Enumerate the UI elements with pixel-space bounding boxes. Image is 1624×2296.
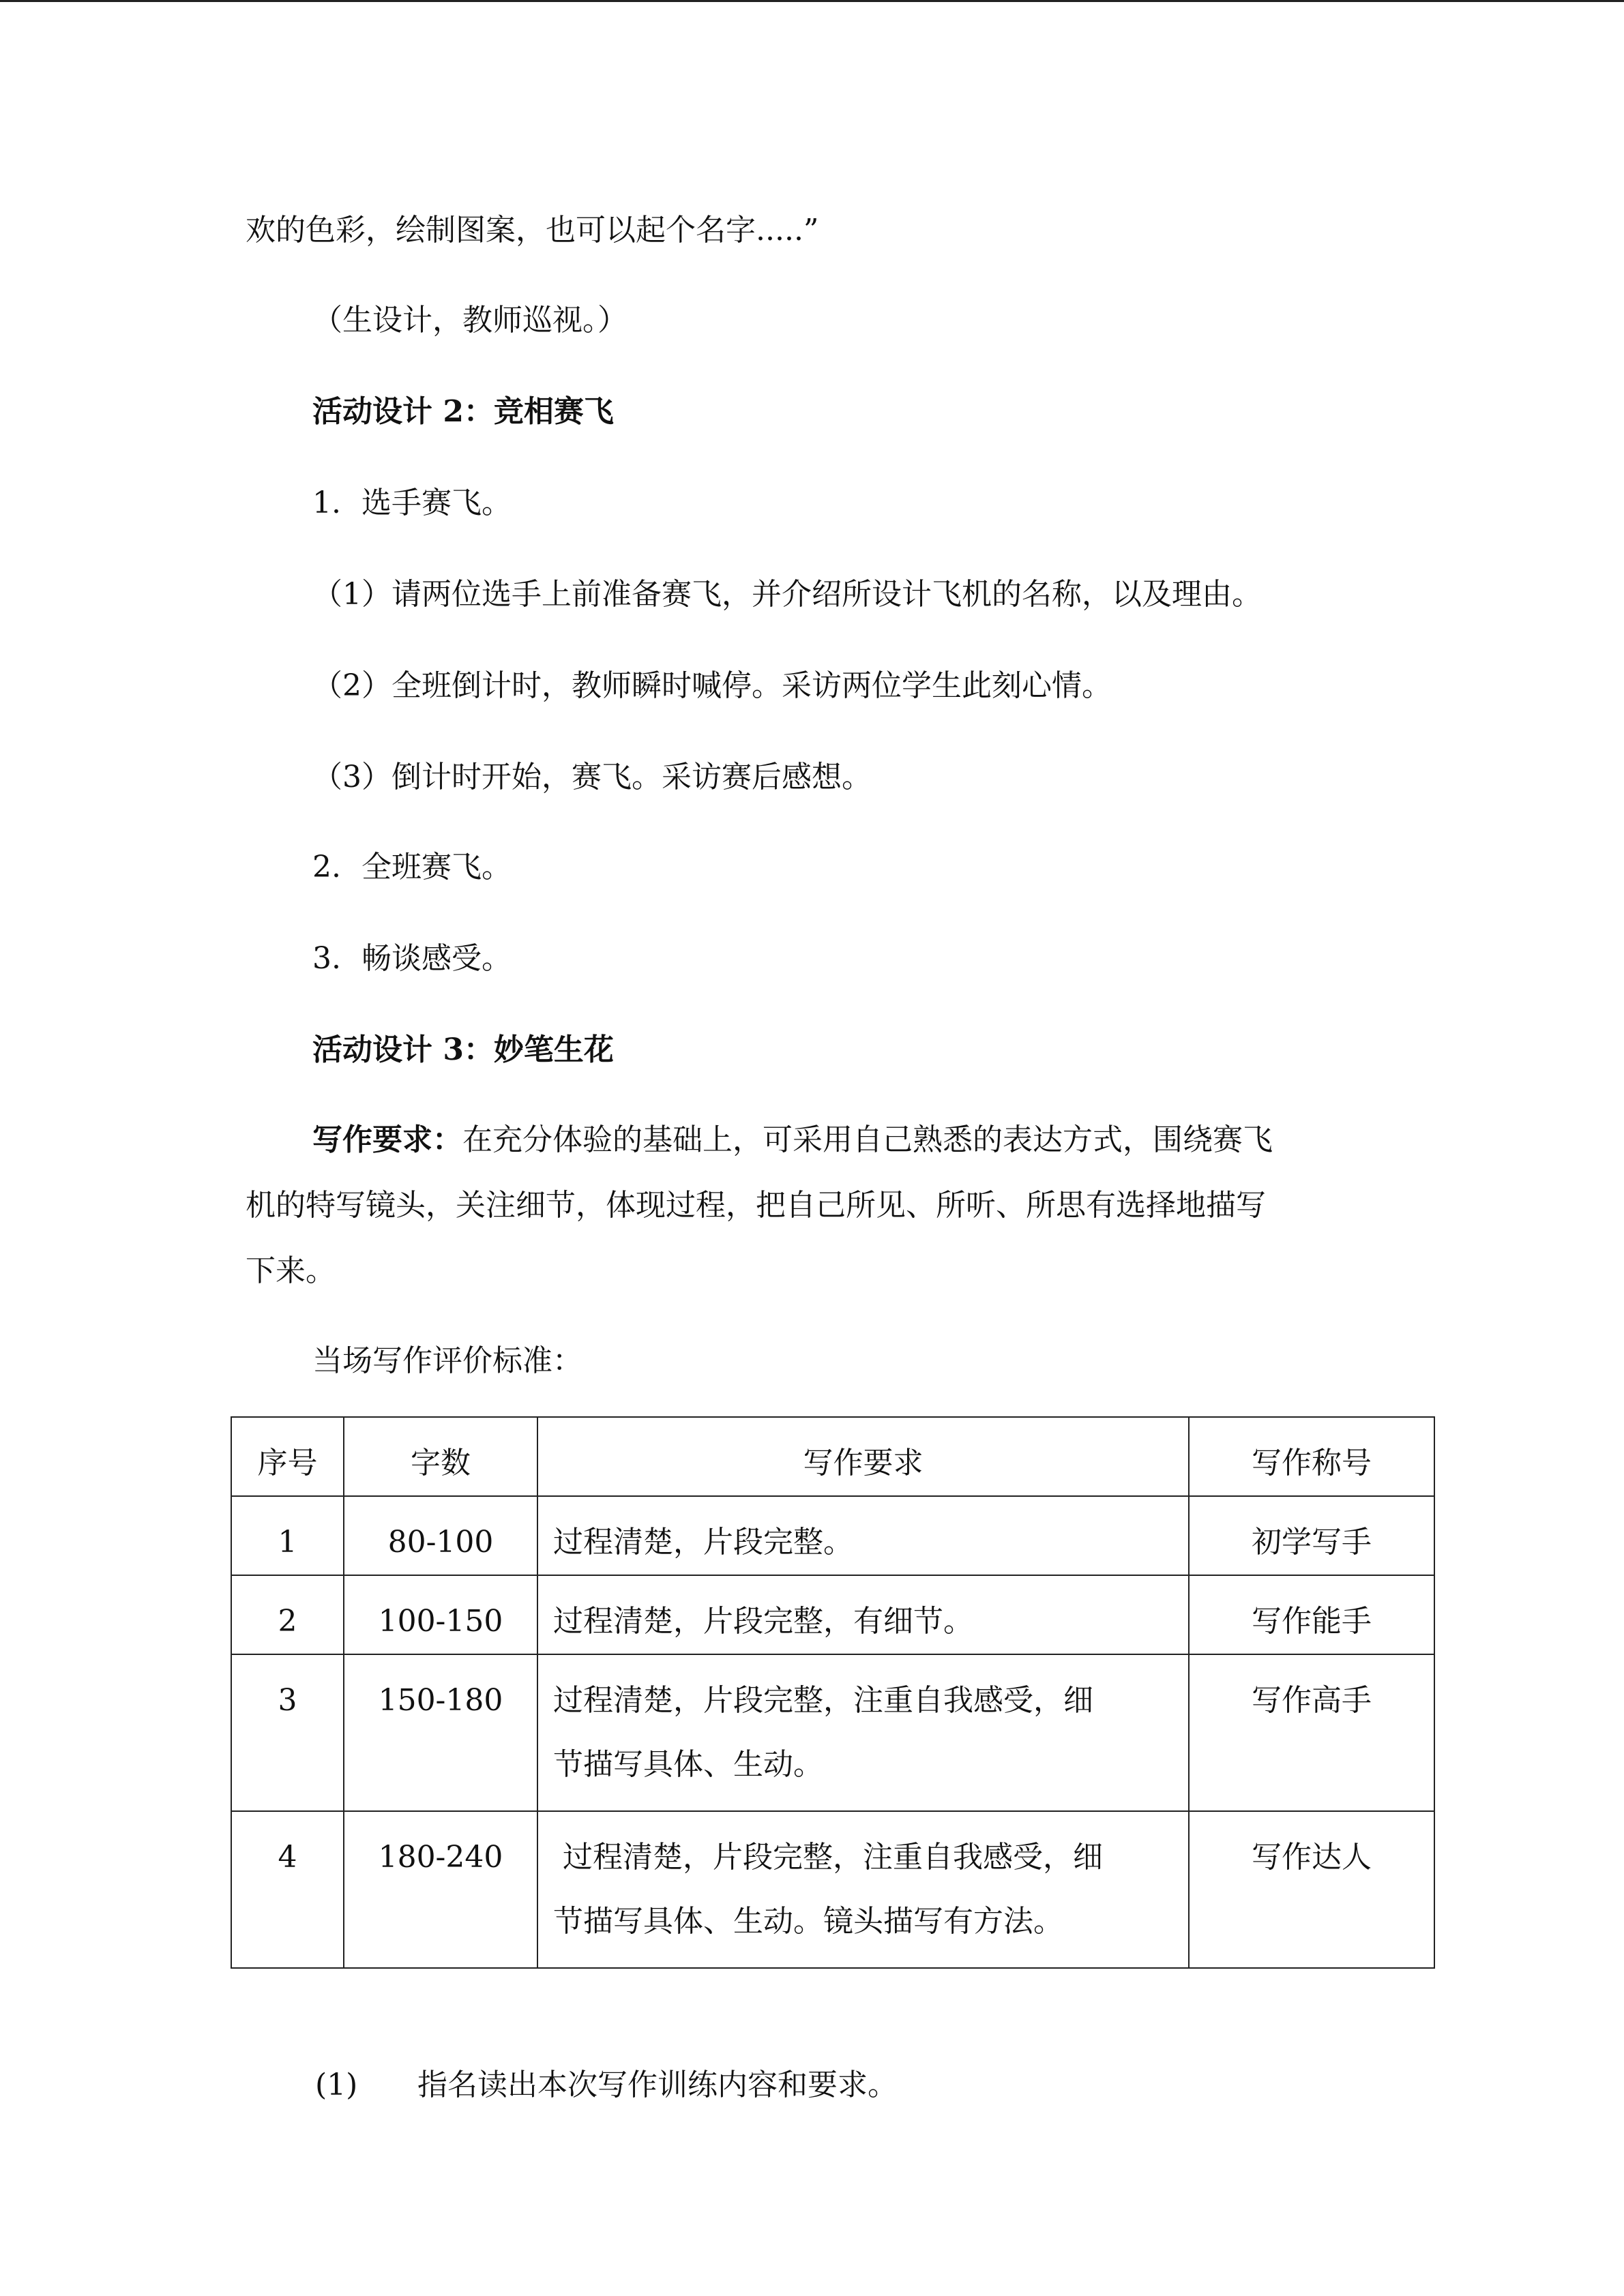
- list-item-text: 畅谈感受。: [361, 941, 512, 976]
- table-row: [231, 1575, 1434, 1654]
- cell-word-count: 180-240: [344, 1811, 537, 1968]
- cell-title: 写作高手: [1189, 1654, 1434, 1811]
- sub-item-3: （3）倒计时开始，赛飞。采访赛后感想。: [312, 760, 872, 794]
- table-row: [231, 1811, 1434, 1968]
- header-cell: 写作要求: [537, 1417, 1189, 1496]
- list-item-number: 2.: [312, 850, 341, 884]
- requirement-text-line-1: 过程清楚，片段完整，注重自我感受，细: [553, 1683, 1093, 1718]
- requirement-text-line-2: 节描写具体、生动。: [553, 1747, 823, 1782]
- list-item-number: 3.: [312, 941, 341, 976]
- heading-activity-2: 活动设计 2：竞相赛飞: [312, 394, 614, 429]
- writing-requirement-label: 写作要求：: [312, 1122, 462, 1157]
- requirement-text: 过程清楚，片段完整。: [553, 1525, 853, 1560]
- header-cell: 写作称号: [1189, 1417, 1434, 1496]
- list-item-1: [312, 483, 512, 524]
- evaluation-table: [231, 1416, 1435, 1969]
- cell-requirement: [537, 1654, 1189, 1811]
- footer-step-text: 指名读出本次写作训练内容和要求。: [417, 2068, 898, 2102]
- cell-title: 写作达人: [1189, 1811, 1434, 1968]
- cell-requirement: [537, 1575, 1189, 1654]
- cell-word-count: 150-180: [344, 1654, 537, 1811]
- footer-step: [315, 2065, 898, 2106]
- list-item-3: [312, 938, 512, 979]
- writing-requirement-text: 在充分体验的基础上，可采用自己熟悉的表达方式，围绕赛飞: [462, 1122, 1273, 1157]
- requirement-text-line-2: 节描写具体、生动。镜头描写有方法。: [553, 1904, 1063, 1939]
- list-item-2: [312, 847, 512, 888]
- requirement-text: 过程清楚，片段完整，有细节。: [553, 1604, 973, 1639]
- cell-word-count: 80-100: [344, 1496, 537, 1575]
- cell-number: 2: [231, 1575, 344, 1654]
- cell-word-count: 100-150: [344, 1575, 537, 1654]
- cell-number: 1: [231, 1496, 344, 1575]
- list-item-text: 选手赛飞。: [361, 486, 512, 520]
- requirement-text-line-1: 过程清楚，片段完整，注重自我感受，细: [553, 1840, 1103, 1875]
- list-item-text: 全班赛飞。: [361, 850, 512, 884]
- header-cell: 序号: [231, 1417, 344, 1496]
- criteria-title: 当场写作评价标准：: [312, 1343, 582, 1378]
- footer-step-index: (1): [315, 2068, 358, 2102]
- cell-requirement: [537, 1496, 1189, 1575]
- table-row: [231, 1654, 1434, 1811]
- table-row: [231, 1496, 1434, 1575]
- header-cell: 字数: [344, 1417, 537, 1496]
- writing-requirement-line-2: 机的特写镜头，关注细节，体现过程，把自己所见、所听、所思有选择地描写: [246, 1188, 1266, 1223]
- cell-number: 3: [231, 1654, 344, 1811]
- paragraph-note: （生设计，教师巡视。）: [312, 303, 628, 338]
- list-item-number: 1.: [312, 486, 341, 520]
- top-border: [0, 0, 1624, 2]
- cell-title: 初学写手: [1189, 1496, 1434, 1575]
- cell-title: 写作能手: [1189, 1575, 1434, 1654]
- heading-activity-3: 活动设计 3：妙笔生花: [312, 1032, 614, 1067]
- sub-item-2: （2）全班倒计时，教师瞬时喊停。采访两位学生此刻心情。: [312, 668, 1112, 703]
- writing-requirement-line-3: 下来。: [246, 1253, 336, 1288]
- writing-requirement-line-1: [312, 1120, 1273, 1161]
- cell-number: 4: [231, 1811, 344, 1968]
- table-header-row: [231, 1417, 1434, 1496]
- sub-item-1: （1）请两位选手上前准备赛飞，并介绍所设计飞机的名称，以及理由。: [312, 577, 1262, 612]
- paragraph-continuation: 欢的色彩，绘制图案，也可以起个名字.....”: [246, 213, 819, 248]
- cell-requirement: [537, 1811, 1189, 1968]
